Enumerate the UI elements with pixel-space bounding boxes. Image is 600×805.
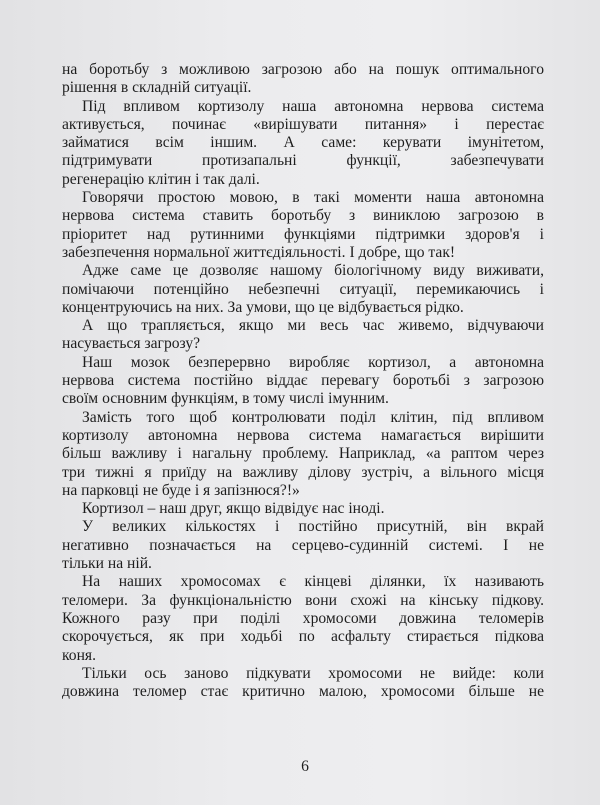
paragraph bbox=[62, 518, 544, 573]
text-line: забезпечення нормальної життєдіяльності. І добре, що так! bbox=[62, 243, 456, 261]
paragraph bbox=[62, 98, 544, 189]
text-line: У великих кількостях і постійно присутній, він вкрай bbox=[82, 518, 544, 536]
text-line: активується, починає «вирішувати питання» і перестає bbox=[62, 115, 544, 133]
text-line: довжина теломер стає критично малою, хромосоми більше не bbox=[62, 683, 544, 701]
text-line: тільки на ній. bbox=[62, 555, 152, 573]
text-line: Під впливом кортизолу наша автономна нервова система bbox=[82, 97, 544, 115]
paragraph bbox=[62, 409, 544, 500]
text-line: коня. bbox=[62, 646, 96, 664]
text-line: регенерацію клітин і так далі. bbox=[62, 170, 260, 188]
text-line: пріоритет над рутинними функціями підтримки здоров'я і bbox=[62, 225, 544, 243]
text-line: Адже саме це дозволяє нашому біологічному виду виживати, bbox=[82, 262, 544, 280]
text-line: На наших хромосомах є кінцеві ділянки, їх називають bbox=[82, 573, 544, 591]
paragraph bbox=[62, 317, 544, 354]
text-line: А що трапляється, якщо ми весь час живемо, відчуваючи bbox=[82, 317, 544, 335]
text-line: насувається загрозу? bbox=[62, 335, 201, 353]
text-line: Говорячи простою мовою, в такі моменти наша автономна bbox=[82, 189, 544, 207]
text-line: рішення в складній ситуації. bbox=[62, 79, 252, 97]
paragraph bbox=[62, 262, 544, 317]
text-line: Замість того щоб контролювати поділ клітин, під впливом bbox=[82, 408, 544, 426]
paragraph bbox=[62, 573, 544, 664]
text-line: Кожного разу при поділі хромосоми довжина теломерів bbox=[62, 609, 544, 627]
text-line: теломери. За функціональністю вони схожі на кінську підкову. bbox=[62, 591, 544, 609]
text-line: Наш мозок безперервно виробляє кортизол, а автономна bbox=[82, 353, 544, 371]
text-line: на парковці не буде і я запізнюся?!» bbox=[62, 481, 300, 499]
paragraph bbox=[62, 500, 544, 518]
text-line: помічаючи потенційно небезпечні ситуації, перемикаючись і bbox=[62, 280, 544, 298]
text-line: негативно позначається на серцево-судинній системі. І не bbox=[62, 536, 544, 554]
paragraph bbox=[62, 189, 544, 262]
text-line: кортизолу автономна нервова система намагається вирішити bbox=[62, 426, 544, 444]
paragraph bbox=[62, 61, 544, 98]
text-line: концентруючись на них. За умови, що це відбувається рідко. bbox=[62, 298, 464, 316]
text-line: три тижні я приїду на важливу ділову зустріч, а вільного місця bbox=[62, 463, 544, 481]
page-body bbox=[62, 61, 544, 701]
text-line: скорочується, як при ходьбі по асфальту стирається підкова bbox=[62, 628, 544, 646]
text-line: більш важливу і нагальну проблему. Наприклад, «а раптом через bbox=[62, 445, 544, 463]
paragraph bbox=[62, 354, 544, 409]
paragraph bbox=[62, 665, 544, 702]
text-line: Кортизол – наш друг, якщо відвідує нас іноді. bbox=[82, 500, 385, 518]
text-line: Тільки ось заново підкувати хромосоми не вийде: коли bbox=[82, 664, 544, 682]
text-line: своїм основним функціям, в тому числі імунним. bbox=[62, 390, 389, 408]
text-line: підтримувати протизапальні функції, забезпечувати bbox=[62, 152, 544, 170]
text-line: нервова система постійно віддає перевагу боротьбі з загрозою bbox=[62, 372, 544, 390]
text-line: займатися всім іншим. А саме: керувати імунітетом, bbox=[62, 134, 544, 152]
text-line: нервова система ставить боротьбу з виниклою загрозою в bbox=[62, 207, 544, 225]
text-line: на боротьбу з можливою загрозою або на пошук оптимального bbox=[62, 61, 544, 78]
page-number: 6 bbox=[301, 758, 309, 775]
